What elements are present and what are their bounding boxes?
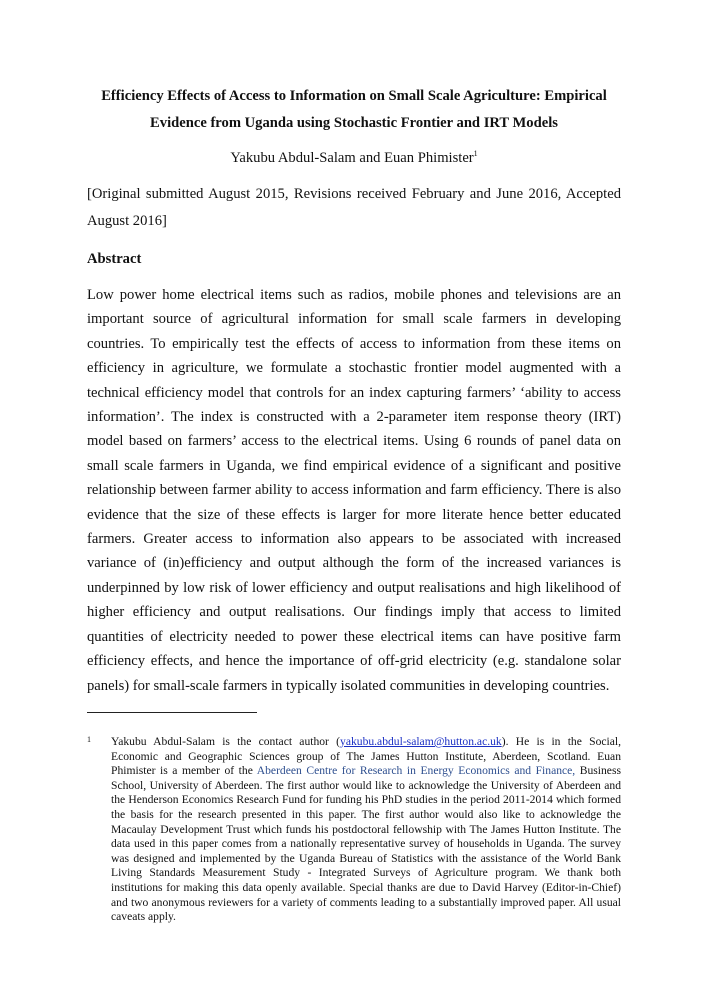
submission-history: [Original submitted August 2015, Revisions received February and June 2016, Accepted August 2016] — [87, 186, 621, 229]
title-line-1: Efficiency Effects of Access to Information on Small Scale Agriculture: Empirical — [101, 88, 607, 104]
author-list — [87, 148, 621, 168]
paper-title — [87, 83, 621, 137]
abstract-text: Low power home electrical items such as radios, mobile phones and televisions are an important source of agricultural information for small scale farmers in developing countries. To empirically test the effects of access to information from these items on efficiency in agriculture, we formulate a stochastic frontier model augmented with a technical efficiency model that controls for an index capturing farmers’ ‘ability to access information’. The index is constructed with a 2-parameter item response theory (IRT) model based on farmers’ access to the electrical items. Using 6 rounds of panel data on small scale farmers in Uganda, we find empirical evidence of a significant and positive relationship between farmer ability to access information and farm efficiency. There is also evidence that the size of these effects is larger for more literate hence better educated farmers. Greater access to information also appears to be associated with increased variance of (in)efficiency and output although the form of the increased variances is underpinned by low risk of lower efficiency and output realisations and high likelihood of higher efficiency and output realisations. Our findings imply that access to limited quantities of electricity needed to power these electrical items can have positive farm efficiency effects, and hence the importance of off-grid electricity (e.g. standalone solar panels) for small-scale farmers in typically isolated communities in developing countries. — [87, 287, 621, 694]
footnote-mark: 1 — [87, 735, 91, 744]
author-email-link[interactable]: yakubu.abdul-salam@hutton.ac.uk — [340, 735, 502, 748]
footnote-divider — [87, 712, 257, 713]
footnote-text-part-2: ). He is in the Social, Economic and Geographic Sciences group of The James Hutton Institute, Aberdeen, Scotland. Euan Phimister is a member of the — [111, 735, 621, 778]
aceef-link[interactable]: Aberdeen Centre for Research in Energy Economics and Finance, — [256, 764, 576, 778]
footnote-text — [111, 735, 621, 925]
abstract-heading: Abstract — [87, 251, 142, 267]
authors-text: Yakubu Abdul-Salam and Euan Phimister — [230, 150, 474, 166]
title-line-2: Evidence from Uganda using Stochastic Frontier and IRT Models — [150, 115, 558, 131]
footnote-text-part-1: Yakubu Abdul-Salam is the contact author ( — [111, 735, 341, 748]
footnote-text-part-3: Business School, University of Aberdeen. The first author would like to acknowledge the University of Aberdeen and the Henderson Economics Research Fund for funding his PhD studies in the period 2011-2014 which formed the basis for the research presented in this paper. The first author would also like to acknowledge the Macaulay Development Trust which funds his postdoctoral fellowship with The James Hutton Institute. The data used in this paper comes from a nationally representative survey of households in Uganda. The survey was designed and implemented by the Uganda Bureau of Statistics with the assistance of the World Bank Living Standards Measurement Study - Integrated Surveys of Agriculture program. We thank both institutions for making this data openly available. Special thanks are due to David Harvey (Editor-in-Chief) and two anonymous reviewers for a variety of comments leading to a substantially improved paper. All usual caveats apply. — [111, 764, 621, 924]
author-footnote-mark[interactable]: 1 — [473, 149, 478, 158]
